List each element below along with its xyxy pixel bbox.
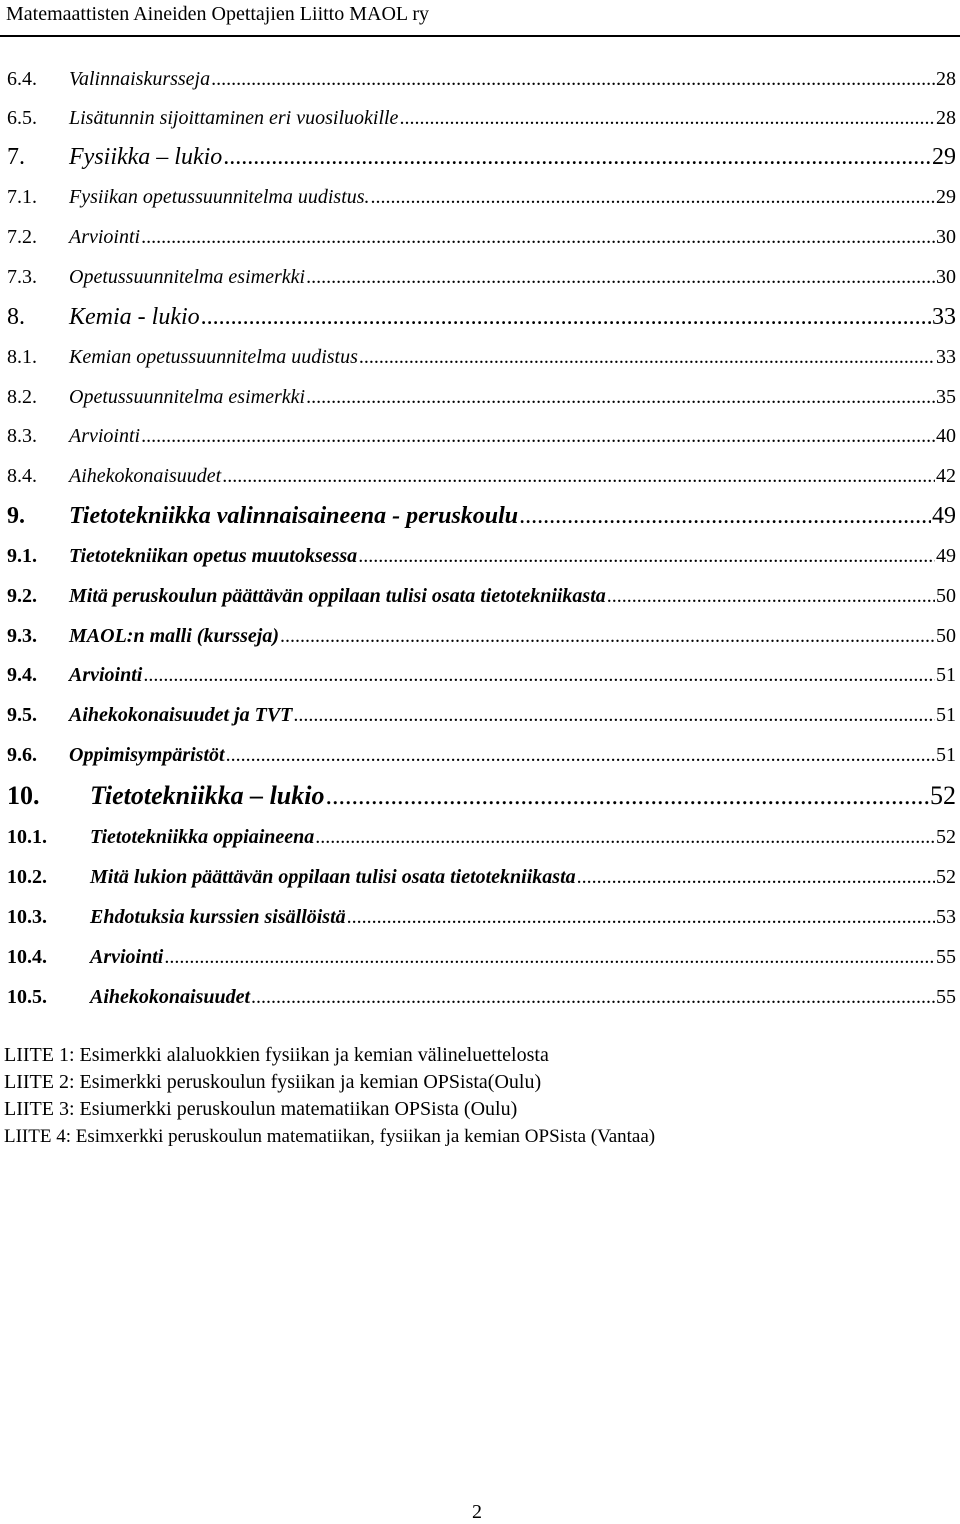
toc-entry-number: 7. [7, 144, 25, 170]
toc-entry-number: 9.2. [7, 585, 37, 607]
toc-dot-leader [280, 625, 935, 648]
toc-entry[interactable] [7, 826, 956, 852]
toc-entry-number: 10.4. [7, 946, 47, 968]
toc-entry[interactable] [7, 704, 956, 730]
toc-entry-number: 8.3. [7, 425, 37, 447]
toc-entry-title: Mitä peruskoulun päättävän oppilaan tulisi osata tietotekniikasta [69, 585, 606, 607]
toc-dot-leader [251, 986, 935, 1009]
toc-entry[interactable] [7, 107, 956, 133]
toc-entry-page: 30 [936, 266, 956, 288]
toc-entry-page: 29 [936, 186, 956, 208]
toc-entry-number: 9.5. [7, 704, 37, 726]
toc-entry-title: Arviointi [69, 226, 141, 248]
toc-entry-page: 35 [936, 386, 956, 408]
toc-entry-page: 51 [936, 704, 956, 726]
toc-entry[interactable] [7, 503, 956, 533]
toc-dot-leader [222, 465, 935, 488]
toc-entry[interactable] [7, 346, 956, 372]
toc-entry[interactable] [7, 625, 956, 651]
appendix-item: LIITE 3: Esiumerkki peruskoulun matematiikan OPSista (Oulu) [4, 1098, 518, 1120]
toc-entry[interactable] [7, 866, 956, 892]
toc-entry-number: 7.3. [7, 266, 37, 288]
toc-entry-number: 9.6. [7, 744, 37, 766]
toc-entry-title: Tietotekniikan opetus muutoksessa [69, 545, 358, 567]
toc-entry[interactable] [7, 664, 956, 690]
toc-entry[interactable] [7, 304, 956, 334]
toc-entry-number: 8. [7, 304, 25, 330]
toc-dot-leader [371, 186, 935, 209]
toc-entry[interactable] [7, 226, 956, 252]
toc-entry[interactable] [7, 744, 956, 770]
toc-dot-leader [358, 545, 935, 568]
toc-entry-title: Aihekokonaisuudet ja TVT [69, 704, 293, 726]
appendix-item: LIITE 2: Esimerkki peruskoulun fysiikan ja kemian OPSista(Oulu) [4, 1071, 542, 1093]
toc-dot-leader [325, 781, 929, 811]
toc-entry[interactable] [7, 585, 956, 611]
toc-entry-page: 55 [936, 946, 956, 968]
toc-entry[interactable] [7, 386, 956, 412]
toc-entry-number: 10.2. [7, 866, 47, 888]
toc-dot-leader [226, 744, 935, 767]
toc-entry-title: Valinnaiskursseja [69, 68, 211, 90]
toc-entry-title: Kemia - lukio [69, 304, 200, 330]
toc-entry[interactable] [7, 68, 956, 94]
toc-entry[interactable] [7, 946, 956, 972]
toc-entry-number: 10.1. [7, 826, 47, 848]
toc-entry-title: Aihekokonaisuudet [90, 986, 251, 1008]
toc-entry[interactable] [7, 266, 956, 292]
toc-dot-leader [141, 425, 935, 448]
toc-entry-page: 30 [936, 226, 956, 248]
toc-entry-title: Ehdotuksia kurssien sisällöistä [90, 906, 346, 928]
toc-entry-page: 28 [936, 107, 956, 129]
toc-entry-title: Lisätunnin sijoittaminen eri vuosiluokille [69, 107, 399, 129]
toc-dot-leader [293, 704, 935, 727]
toc-entry-title: Fysiikka – lukio [69, 144, 223, 170]
toc-dot-leader [577, 866, 935, 889]
toc-entry[interactable] [7, 144, 956, 174]
toc-entry-number: 8.1. [7, 346, 37, 368]
toc-entry-number: 6.4. [7, 68, 37, 90]
toc-entry-page: 49 [932, 503, 956, 529]
toc-entry-number: 8.4. [7, 465, 37, 487]
appendix-item: LIITE 1: Esimerkki alaluokkien fysiikan ja kemian välineluettelosta [4, 1044, 549, 1066]
toc-dot-leader [306, 266, 935, 289]
toc-entry-number: 10. [7, 781, 40, 810]
toc-dot-leader [347, 906, 935, 929]
toc-entry-page: 55 [936, 986, 956, 1008]
toc-dot-leader [143, 664, 935, 687]
toc-entry-page: 28 [936, 68, 956, 90]
toc-entry-page: 50 [936, 585, 956, 607]
toc-entry-title: Opetussuunnitelma esimerkki [69, 386, 306, 408]
toc-entry[interactable] [7, 545, 956, 571]
toc-entry-page: 53 [936, 906, 956, 928]
appendix-list [4, 1042, 904, 1150]
toc-entry-number: 9.4. [7, 664, 37, 686]
toc-entry-number: 9.1. [7, 545, 37, 567]
appendix-item: LIITE 4: Esimxerkki peruskoulun matematiikan, fysiikan ja kemian OPSista (Vantaa) [4, 1126, 656, 1147]
toc-entry-title: Tietotekniikka valinnaisaineena - peruskoulu [69, 503, 519, 529]
toc-dot-leader [211, 68, 935, 91]
toc-dot-leader [306, 386, 935, 409]
toc-entry-number: 7.2. [7, 226, 37, 248]
toc-entry-page: 51 [936, 744, 956, 766]
toc-entry[interactable] [7, 906, 956, 932]
toc-entry[interactable] [7, 781, 956, 811]
toc-entry-page: 40 [936, 425, 956, 447]
toc-entry-title: Arviointi [90, 946, 164, 968]
toc-dot-leader [607, 585, 935, 608]
toc-entry-title: Mitä lukion päättävän oppilaan tulisi osata tietotekniikasta [90, 866, 576, 888]
page-number: 2 [472, 1501, 482, 1523]
toc-dot-leader [519, 503, 931, 530]
toc-dot-leader [223, 144, 931, 171]
toc-entry-title: Tietotekniikka – lukio [90, 781, 325, 810]
toc-entry-number: 8.2. [7, 386, 37, 408]
toc-entry-title: Arviointi [69, 425, 141, 447]
toc-entry[interactable] [7, 425, 956, 451]
toc-entry-page: 52 [936, 826, 956, 848]
toc-dot-leader [399, 107, 935, 130]
toc-entry-title: Oppimisympäristöt [69, 744, 225, 766]
toc-dot-leader [201, 304, 931, 331]
toc-dot-leader [359, 346, 935, 369]
toc-entry-number: 6.5. [7, 107, 37, 129]
toc-entry-page: 29 [932, 144, 956, 170]
toc-entry-page: 49 [936, 545, 956, 567]
toc-entry-title: Tietotekniikka oppiaineena [90, 826, 315, 848]
toc-entry[interactable] [7, 186, 956, 212]
toc-dot-leader [315, 826, 935, 849]
toc-entry-title: Aihekokonaisuudet [69, 465, 222, 487]
toc-dot-leader [141, 226, 935, 249]
toc-entry-page: 42 [936, 465, 956, 487]
toc-entry-number: 7.1. [7, 186, 37, 208]
toc-entry-page: 52 [930, 781, 956, 810]
toc-entry-page: 52 [936, 866, 956, 888]
document-header: Matemaattisten Aineiden Opettajien Liitto MAOL ry [6, 3, 430, 25]
toc-entry-number: 10.5. [7, 986, 47, 1008]
toc-entry-title: Opetussuunnitelma esimerkki [69, 266, 306, 288]
toc-entry-number: 9. [7, 503, 25, 529]
toc-entry-page: 50 [936, 625, 956, 647]
toc-entry-page: 33 [936, 346, 956, 368]
toc-entry[interactable] [7, 465, 956, 491]
toc-entry-title: Fysiikan opetussuunnitelma uudistus. [69, 186, 370, 208]
toc-entry-title: Arviointi [69, 664, 143, 686]
toc-entry-number: 10.3. [7, 906, 47, 928]
toc-entry[interactable] [7, 986, 956, 1012]
toc-entry-title: Kemian opetussuunnitelma uudistus [69, 346, 358, 368]
toc-dot-leader [164, 946, 935, 969]
toc-entry-page: 51 [936, 664, 956, 686]
toc-entry-page: 33 [932, 304, 956, 330]
toc-entry-number: 9.3. [7, 625, 37, 647]
toc-entry-title: MAOL:n malli (kursseja) [69, 625, 280, 647]
